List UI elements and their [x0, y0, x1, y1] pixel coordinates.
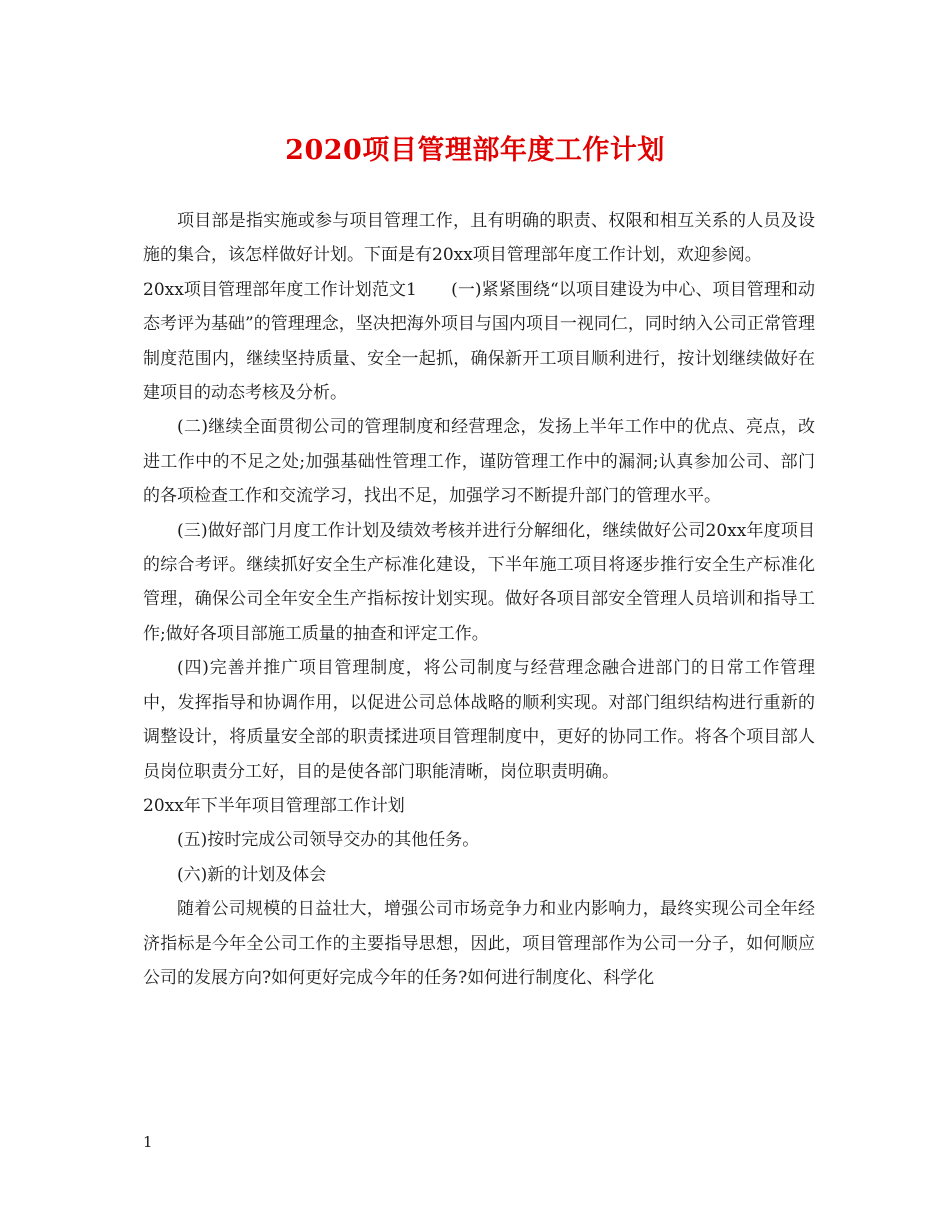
section-1-paragraph: 20xx项目管理部年度工作计划范文1 (一)紧紧围绕“以项目建设为中心、项目管理和动态考评为基础”的管理理念，坚决把海外项目与国内项目一视同仁，同时纳入公司正常管理制度范围内，继续坚持质量、安全一起抓，确保新开工项目顺利进行，按计划继续做好在建项目的动态考核及分析。 — [143, 279, 815, 404]
section-5-paragraph: (五)按时完成公司领导交办的其他任务。 — [177, 830, 480, 851]
document-title: 2020项目管理部年度工作计划 — [285, 135, 665, 166]
section-3-paragraph: (三)做好部门月度工作计划及绩效考核并进行分解细化，继续做好公司20xx年度项目的综合考评。继续抓好安全生产标准化建设，下半年施工项目将逐步推行安全生产标准化管理，确保公司全年安全生产指标按计划实现。做好各项目部安全管理人员培训和指导工作;做好各项目部施工质量的抽查和评定工作。 — [143, 520, 815, 644]
subheading-paragraph: 20xx年下半年项目管理部工作计划 — [143, 795, 405, 816]
page-number: 1 — [143, 1133, 153, 1151]
document-body — [143, 204, 815, 995]
section-4-paragraph: (四)完善并推广项目管理制度，将公司制度与经营理念融合进部门的日常工作管理中，发挥指导和协调作用，以促进公司总体战略的顺利实现。对部门组织结构进行重新的调整设计，将质量安全部的职责揉进项目管理制度中，更好的协同工作。将各个项目部人员岗位职责分工好，目的是使各部门职能清晰，岗位职责明确。 — [143, 658, 815, 782]
section-2-paragraph: (二)继续全面贯彻公司的管理制度和经营理念，发扬上半年工作中的优点、亮点，改进工作中的不足之处;加强基础性管理工作，谨防管理工作中的漏洞;认真参加公司、部门的各项检查工作和交流学习，找出不足，加强学习不断提升部门的管理水平。 — [143, 417, 815, 507]
section-6-heading: (六)新的计划及体会 — [177, 864, 327, 885]
closing-paragraph: 随着公司规模的日益壮大，增强公司市场竞争力和业内影响力，最终实现公司全年经济指标是今年全公司工作的主要指导思想，因此，项目管理部作为公司一分子，如何顺应公司的发展方向?如何更好完成今年的任务?如何进行制度化、科学化 — [143, 899, 815, 988]
intro-paragraph: 项目部是指实施或参与项目管理工作，且有明确的职责、权限和相互关系的人员及设施的集合，该怎样做好计划。下面是有20xx项目管理部年度工作计划，欢迎参阅。 — [143, 211, 815, 266]
